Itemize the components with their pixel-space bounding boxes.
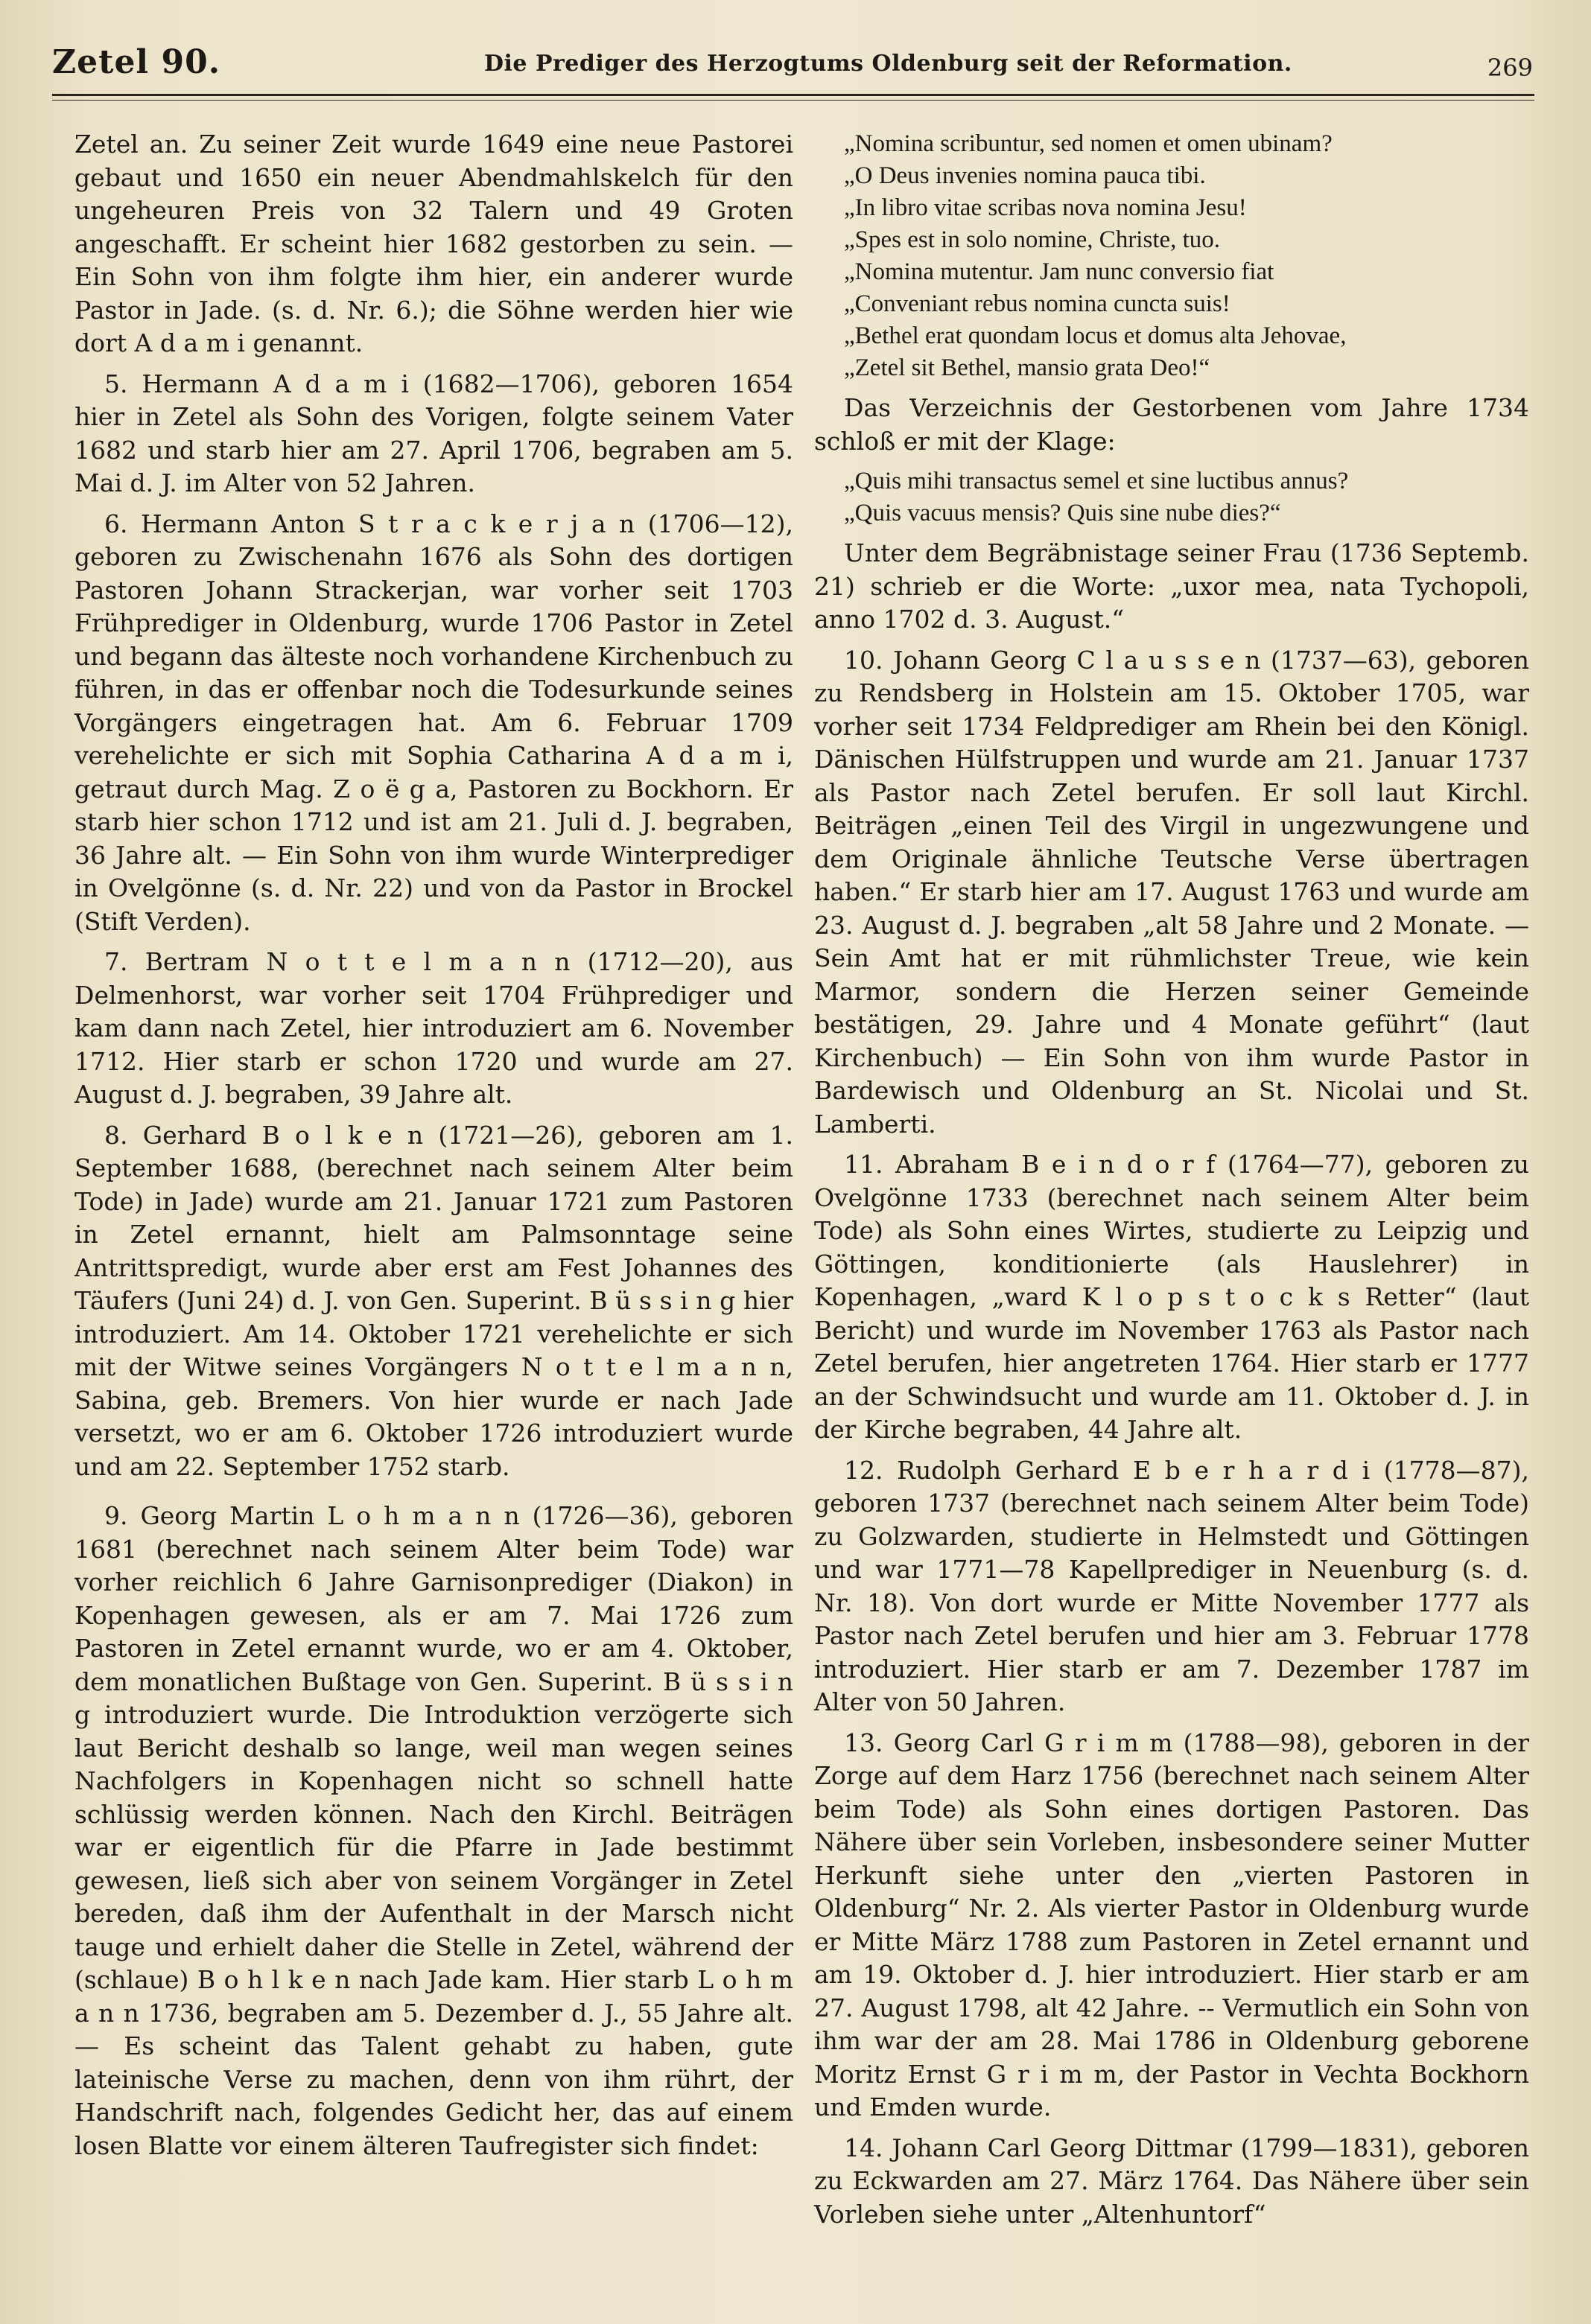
poem-line: „Nomina mutentur. Jam nunc conversio fiat (844, 258, 1274, 285)
entry-14: 14. Johann Carl Georg Dittmar (1799—1831), geboren zu Eckwarden am 27. März 1764. Das Nähere über sein Vorleben siehe unter „Altenhuntorf“ (814, 2133, 1529, 2229)
paragraph: Zetel an. Zu seiner Zeit wurde 1649 eine neue Pastorei gebaut und 1650 ein neuer Abendmahlskelch für den ungeheuren Preis von 32 Talern und 49 Groten angeschafft. Er scheint hier 1682 gestorben zu sein. — Ein Sohn von ihm folgte ihm hier, ein anderer wurde Pastor in Jade. (s. d. Nr. 6.); die Söhne werden hier wie dort A d a m i genannt. (74, 130, 793, 357)
running-head-left: Zetel 90. (52, 43, 221, 81)
latin-poem (814, 128, 1529, 384)
poem-line: „Conveniant rebus nomina cuncta suis! (844, 290, 1230, 317)
right-column (814, 128, 1529, 2238)
poem-line: „O Deus invenies nomina pauca tibi. (844, 162, 1206, 189)
poem-line: „Spes est in solo nomine, Christe, tuo. (844, 226, 1221, 253)
poem-line: „Zetel sit Bethel, mansio grata Deo!“ (844, 354, 1210, 381)
entry-5: 5. Hermann A d a m i (1682—1706), geboren 1654 hier in Zetel als Sohn des Vorigen, folgte seinem Vater 1682 und starb hier am 27. April 1706, begraben am 5. Mai d. J. im Alter von 52 Jahren. (74, 369, 793, 497)
page-number: 269 (1487, 54, 1533, 82)
entry-9: 9. Georg Martin L o h m a n n (1726—36), geboren 1681 (berechnet nach seinem Alter beim Tode) war vorher reichlich 6 Jahre Garnisonprediger (Diakon) in Kopenhagen gewesen, als er am 7. Mai 1726 zum Pastoren in Zetel ernannt wurde, wo er am 4. Oktober, dem monatlichen Bußtage von Gen. Superint. B ü s s i n g introduziert wurde. Die Introduktion verzögerte sich laut Bericht deshalb so lange, weil man wegen seines Nachfolgers in Kopenhagen nicht so schnell hatte schlüssig werden können. Nach den Kirchl. Beiträgen war er eigentlich für die Pfarre in Jade bestimmt gewesen, ließ sich aber von seinem Vorgänger in Zetel bereden, daß ihm der Aufenthalt in der Marsch nicht tauge und erhielt daher die Stelle in Zetel, während der (schlaue) B o h l k e n nach Jade kam. Hier starb L o h m a n n 1736, begraben am 5. Dezember d. J., 55 Jahre alt. — Es scheint das Talent gehabt zu haben, gute lateinische Verse zu machen, denn von ihm rührt, der Handschrift nach, folgendes Gedicht her, das auf einem losen Blatte vor einem älteren Taufregister sich findet: (74, 1501, 793, 2160)
poem-line: „Quis vacuus mensis? Quis sine nube dies?“ (844, 500, 1281, 526)
entry-10: 10. Johann Georg C l a u s s e n (1737—63), geboren zu Rendsberg in Holstein am 15. Oktober 1705, war vorher seit 1734 Feldprediger am Rhein bei den Königl. Dänischen Hülfstruppen und wurde am 21. Januar 1737 als Pastor nach Zetel berufen. Er soll laut Kirchl. Beiträgen „einen Teil des Virgil in ungezwungene und dem Originale ähnliche Teutsche Verse übertragen haben.“ Er starb hier am 17. August 1763 und wurde am 23. August d. J. begraben „alt 58 Jahre und 2 Monate. — Sein Amt hat er mit rühmlichster Treue, wie kein Marmor, sondern die Herzen seiner Gemeinde bestätigen, 29. Jahre und 4 Monate geführt“ (laut Kirchenbuch) — Ein Sohn von ihm wurde Pastor in Bardewisch und Oldenburg an St. Nicolai und St. Lamberti. (814, 645, 1529, 1139)
latin-lament (814, 465, 1529, 529)
header-rule-thick (52, 94, 1534, 96)
paragraph: Das Verzeichnis der Gestorbenen vom Jahre 1734 schloß er mit der Klage: (814, 393, 1529, 456)
page-header (52, 37, 1542, 89)
left-column (74, 128, 793, 2170)
running-head-title: Die Prediger des Herzogtums Oldenburg seit der Reformation. (484, 51, 1292, 77)
paragraph: Unter dem Begräbnistage seiner Frau (1736 Septemb. 21) schrieb er die Worte: „uxor mea, nata Tychopoli, anno 1702 d. 3. August.“ (814, 538, 1529, 634)
poem-line: „Quis mihi transactus semel et sine luctibus annus? (844, 468, 1349, 494)
entry-13: 13. Georg Carl G r i m m (1788—98), geboren in der Zorge auf dem Harz 1756 (berechnet nach seinem Alter beim Tode) als Sohn eines dortigen Pastoren. Das Nähere über sein Vorleben, insbesondere seiner Mutter Herkunft siehe unter den „vierten Pastoren in Oldenburg“ Nr. 2. Als vierter Pastor in Oldenburg wurde er Mitte März 1788 zum Pastoren in Zetel ernannt und am 19. Oktober d. J. hier introduziert. Hier starb er am 27. August 1798, alt 42 Jahre. -- Vermutlich ein Sohn von ihm war der am 28. Mai 1786 in Oldenburg geborene Moritz Ernst G r i m m, der Pastor in Vechta Bockhorn und Emden wurde. (814, 1728, 1529, 2121)
entry-11: 11. Abraham B e i n d o r f (1764—77), geboren zu Ovelgönne 1733 (berechnet nach seinem Alter beim Tode) als Sohn eines Wirtes, studierte zu Leipzig und Göttingen, konditionierte (als Hauslehrer) in Kopenhagen, „ward K l o p s t o c k s Retter“ (laut Bericht) und wurde im November 1763 als Pastor nach Zetel berufen, hier angetreten 1764. Hier starb er 1777 an der Schwindsucht und wurde am 11. Oktober d. J. in der Kirche begraben, 44 Jahre alt. (814, 1150, 1529, 1444)
header-rule-thin (52, 100, 1534, 101)
entry-7: 7. Bertram N o t t e l m a n n (1712—20), aus Delmenhorst, war vorher seit 1704 Frühprediger und kam dann nach Zetel, hier introduziert am 6. November 1712. Hier starb er schon 1720 und wurde am 27. August d. J. begraben, 39 Jahre alt. (74, 947, 793, 1109)
entry-12: 12. Rudolph Gerhard E b e r h a r d i (1778—87), geboren 1737 (berechnet nach seinem Alter beim Tode) zu Golzwarden, studierte in Helmstedt und Göttingen und war 1771—78 Kapellprediger in Neuenburg (s. d. Nr. 18). Von dort wurde er Mitte November 1777 als Pastor nach Zetel berufen und hier am 3. Februar 1778 introduziert. Hier starb er am 7. Dezember 1787 im Alter von 50 Jahren. (814, 1455, 1529, 1716)
poem-line: „Bethel erat quondam locus et domus alta Jehovae, (844, 322, 1347, 349)
poem-line: „Nomina scribuntur, sed nomen et omen ubinam? (844, 130, 1333, 157)
entry-6: 6. Hermann Anton S t r a c k e r j a n (1706—12), geboren zu Zwischenahn 1676 als Sohn des dortigen Pastoren Johann Strackerjan, war vorher seit 1703 Frühprediger in Oldenburg, wurde 1706 Pastor in Zetel und begann das älteste noch vorhandene Kirchenbuch zu führen, in das er offenbar noch die Todesurkunde seines Vorgängers eingetragen hat. Am 6. Februar 1709 verehelichte er sich mit Sophia Catharina A d a m i, getraut durch Mag. Z o ë g a, Pastoren zu Bockhorn. Er starb hier schon 1712 und ist am 21. Juli d. J. begraben, 36 Jahre alt. — Ein Sohn von ihm wurde Winterprediger in Ovelgönne (s. d. Nr. 22) und von da Pastor in Brockel (Stift Verden). (74, 509, 793, 936)
poem-line: „In libro vitae scribas nova nomina Jesu! (844, 194, 1247, 221)
entry-8: 8. Gerhard B o l k e n (1721—26), geboren am 1. September 1688, (berechnet nach seinem Alter beim Tode) in Jade) wurde am 21. Januar 1721 zum Pastoren in Zetel ernannt, hielt am Palmsonntage seine Antrittspredigt, wurde aber erst am Fest Johannes des Täufers (Juni 24) d. J. von Gen. Superint. B ü s s i n g hier introduziert. Am 14. Oktober 1721 verehelichte er sich mit der Witwe seines Vorgängers N o t t e l m a n n, Sabina, geb. Bremers. Von hier wurde er nach Jade versetzt, wo er am 6. Oktober 1726 introduziert wurde und am 22. September 1752 starb. (74, 1120, 793, 1481)
